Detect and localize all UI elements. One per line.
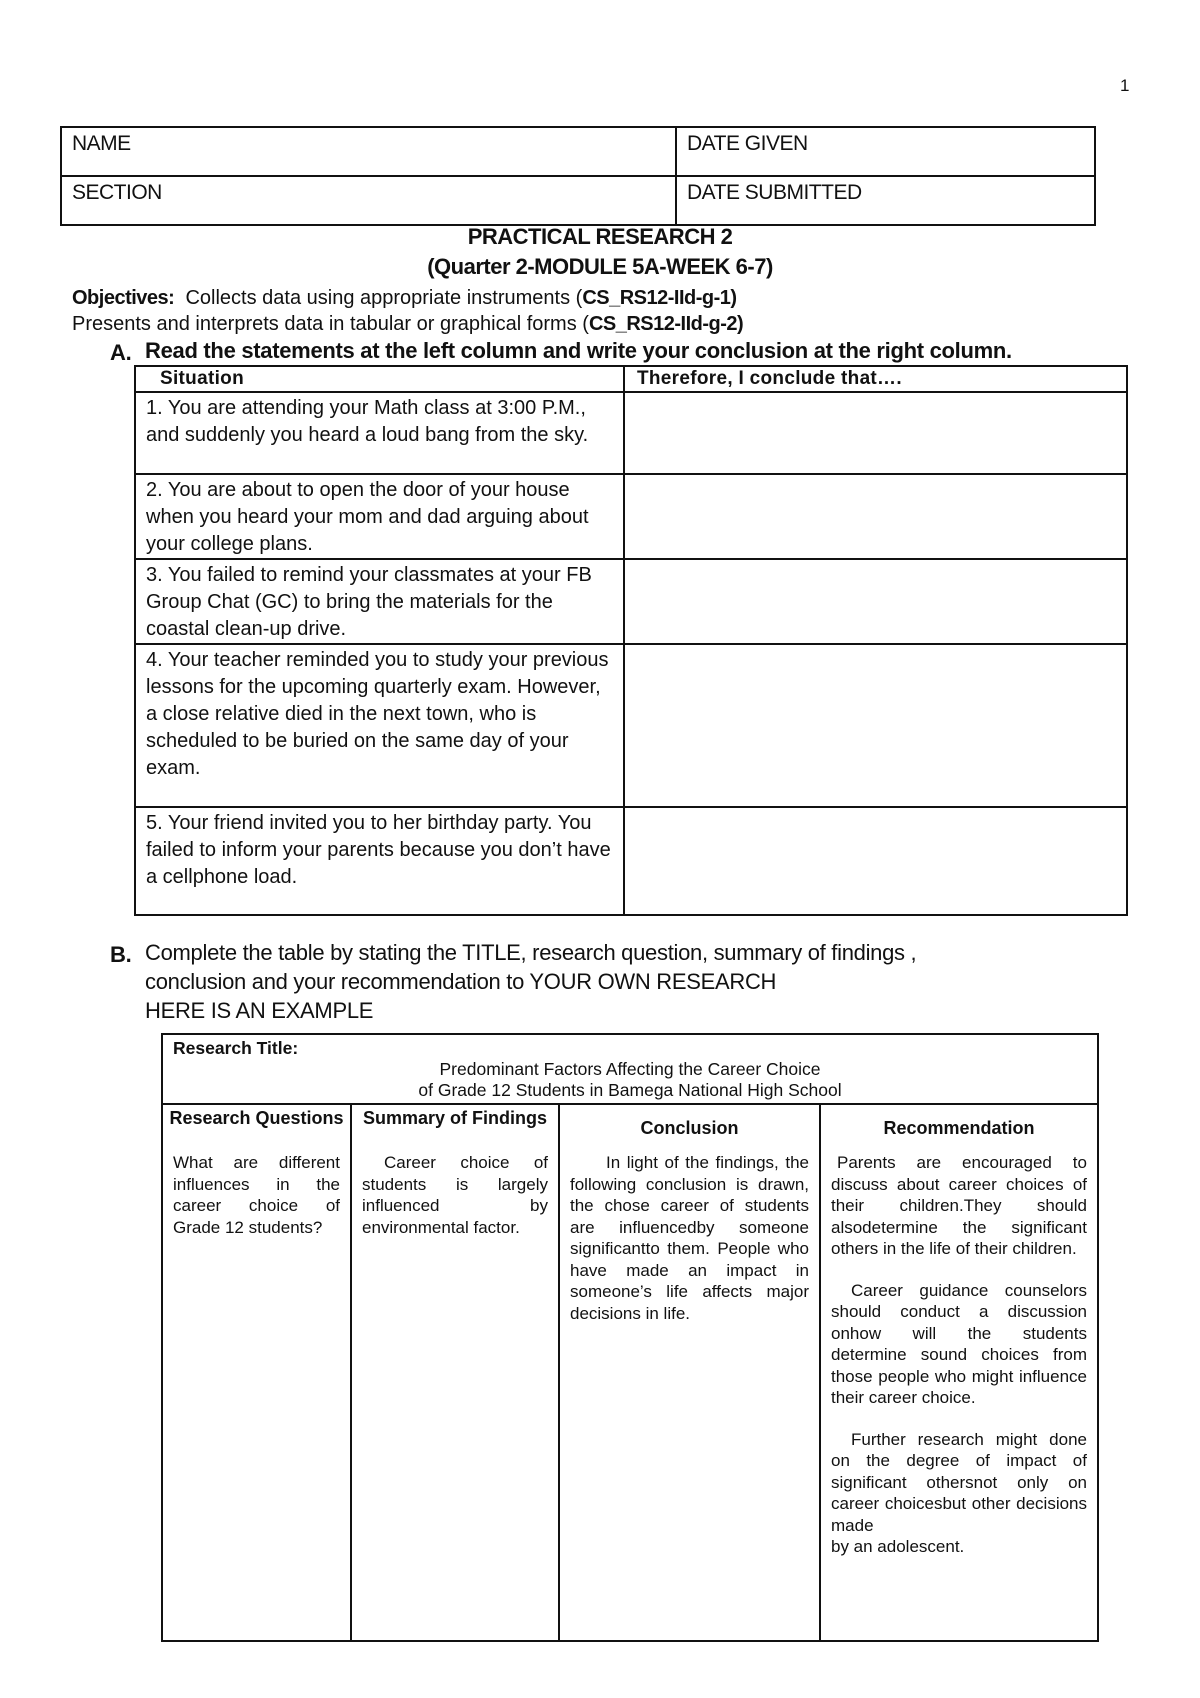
name-field[interactable]: NAME	[61, 127, 676, 176]
table-row	[135, 559, 1127, 644]
objective-1-code: CS_RS12-IId-g-1)	[582, 287, 737, 309]
objective-2-text: Presents and interprets data in tabular or graphical forms (	[72, 313, 589, 335]
situation-header: Situation	[135, 366, 624, 392]
situation-5: 5. Your friend invited you to her birthday party. You failed to inform your parents because you don’t have a cellphone load.	[135, 807, 624, 915]
page-subtitle: (Quarter 2-MODULE 5A-WEEK 6-7)	[427, 254, 773, 279]
research-example-table	[161, 1033, 1099, 1642]
table-row	[135, 392, 1127, 474]
situation-2: 2. You are about to open the door of your house when you heard your mom and dad arguing about your college plans.	[135, 474, 624, 559]
situation-4-tail: exam.	[146, 757, 201, 779]
situation-4-text: 4. Your teacher reminded you to study your previous lessons for the upcoming quarterly exam. However, a close relative died in the next town, who is scheduled to be buried on the same day of your	[146, 649, 609, 752]
objective-1	[72, 287, 737, 310]
conclusion-column	[559, 1104, 820, 1641]
findings-text: Career choice of students is largely influenced by environmental factor.	[362, 1153, 548, 1237]
recommendation-header: Recommendation	[883, 1118, 1035, 1138]
table-row	[135, 474, 1127, 559]
conclusion-col-header: Conclusion	[640, 1118, 739, 1138]
situation-1: 1. You are attending your Math class at 3:00 P.M., and suddenly you heard a loud bang from the sky.	[135, 392, 624, 474]
conclusion-answer-4[interactable]	[624, 644, 1127, 807]
situation-3: 3. You failed to remind your classmates at your FB Group Chat (GC) to bring the materials for the coastal clean-up drive.	[135, 559, 624, 644]
summary-findings-header: Summary of Findings	[362, 1108, 548, 1128]
summary-findings-column	[351, 1104, 559, 1641]
recommendation-3-tail: by an adolescent.	[831, 1537, 965, 1556]
recommendation-1: Parents are encouraged to discuss about career choices of their children.They should alsodetermine the significant others in the life of their children.	[831, 1153, 1087, 1258]
recommendation-2: Career guidance counselors should conduct a discussion onhow will the students determine sound choices from those people who might influence their career choice.	[831, 1280, 1087, 1407]
conclusion-text: In light of the findings, the following conclusion is drawn, the chose career of students are influencedby someone significantto them. People who have made an impact in someone’s life affects major decisions in life.	[570, 1153, 809, 1323]
conclusion-header: Therefore, I conclude that….	[624, 366, 1127, 392]
research-title-label: Research Title:	[173, 1038, 299, 1058]
section-b-line-1: Complete the table by stating the TITLE, research question, summary of findings ,	[145, 940, 917, 965]
recommendation-3: Further research might done on the degree of impact of significant othersnot only on career choicesbut other decisions made	[831, 1429, 1087, 1535]
section-b-label: B.	[110, 942, 132, 967]
objective-2	[72, 313, 743, 336]
research-question-text: What are different influences in the career choice of Grade 12 students?	[173, 1153, 340, 1237]
date-submitted-field[interactable]: DATE SUBMITTED	[676, 176, 1095, 225]
recommendation-text	[822, 1152, 1096, 1558]
research-title-cell	[162, 1034, 1098, 1104]
section-field[interactable]: SECTION	[61, 176, 676, 225]
objective-2-code: CS_RS12-IId-g-2)	[588, 313, 744, 335]
objectives-label: Objectives:	[72, 287, 175, 309]
student-info-table	[60, 126, 1096, 226]
page-number: 1	[1120, 76, 1130, 95]
conclusion-answer-3[interactable]	[624, 559, 1127, 644]
section-a-label: A.	[110, 340, 132, 365]
section-b-line-2: conclusion and your recommendation to YOUR OWN RESEARCH	[145, 969, 777, 994]
research-title-line-1: Predominant Factors Affecting the Career Choice	[439, 1059, 821, 1079]
page-title: PRACTICAL RESEARCH 2	[467, 224, 733, 249]
objective-1-text: Collects data using appropriate instruments (	[185, 287, 583, 309]
research-title-line-2: of Grade 12 Students in Bamega National High School	[418, 1080, 842, 1100]
research-questions-header: Research Questions	[169, 1108, 344, 1128]
situation-table	[134, 365, 1128, 916]
date-given-field[interactable]: DATE GIVEN	[676, 127, 1095, 176]
research-questions-column	[162, 1104, 351, 1641]
conclusion-answer-5[interactable]	[624, 807, 1127, 915]
section-a-instruction: Read the statements at the left column and write your conclusion at the right column.	[145, 338, 1012, 363]
conclusion-answer-2[interactable]	[624, 474, 1127, 559]
section-b-line-3: HERE IS AN EXAMPLE	[145, 998, 374, 1023]
situation-4	[135, 644, 624, 807]
table-row	[135, 644, 1127, 807]
conclusion-answer-1[interactable]	[624, 392, 1127, 474]
recommendation-column	[820, 1104, 1098, 1641]
table-row	[135, 807, 1127, 915]
